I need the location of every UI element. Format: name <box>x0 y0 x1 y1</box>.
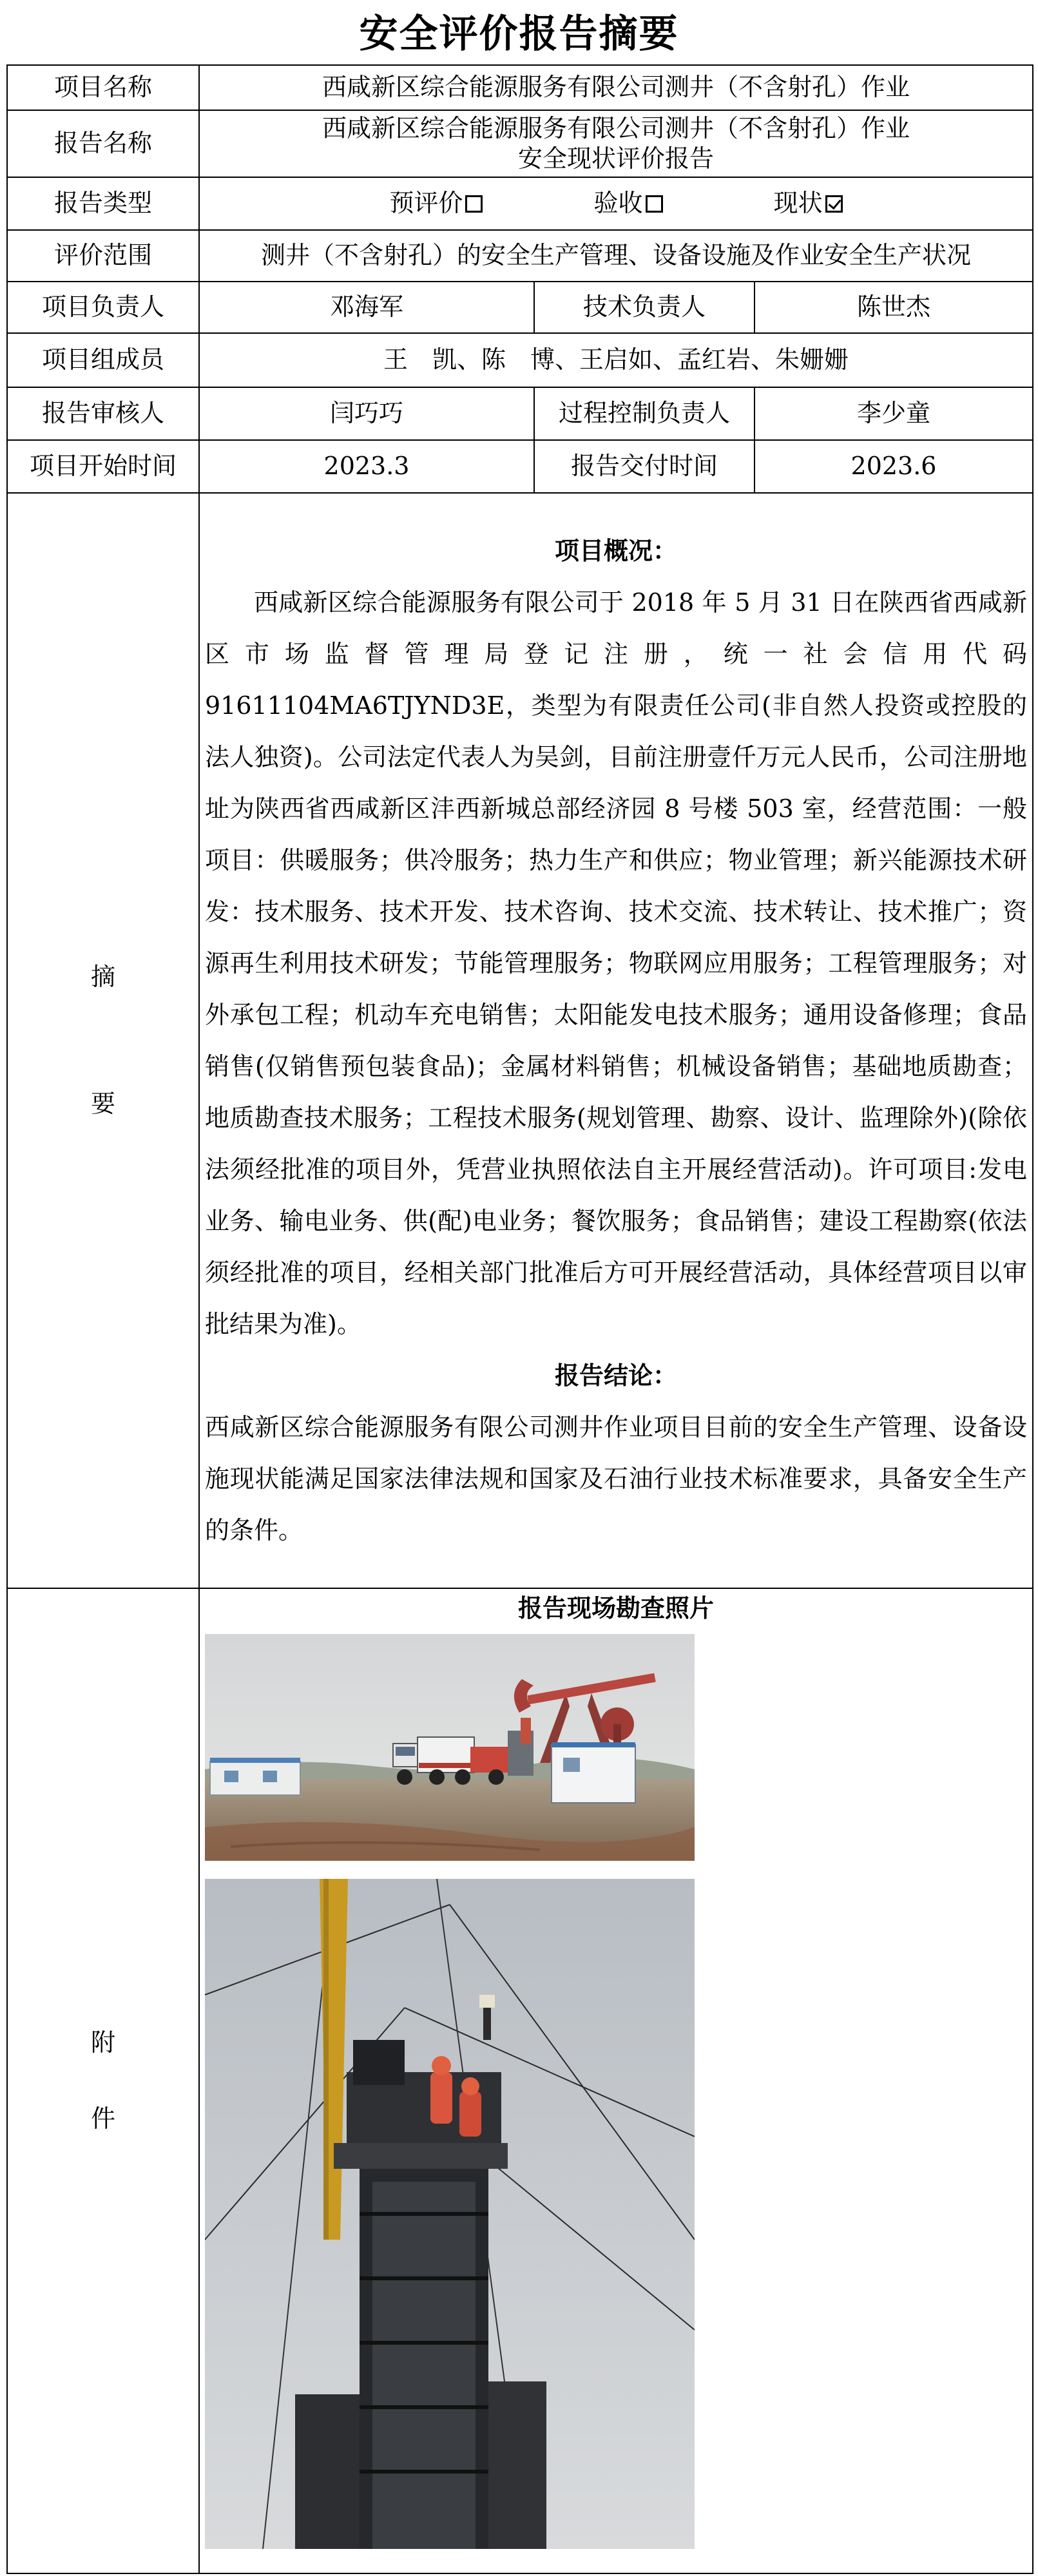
row-review <box>7 387 1033 440</box>
reviewer-label: 报告审核人 <box>7 387 199 440</box>
row-report-type <box>7 177 1033 230</box>
process-control-label: 过程控制负责人 <box>534 387 754 440</box>
project-name-label: 项目名称 <box>7 65 199 110</box>
document-title: 安全评价报告摘要 <box>359 11 679 57</box>
report-type-options <box>199 177 1033 230</box>
attachment-side-label <box>7 1588 199 2573</box>
option-pre-evaluation <box>389 188 483 219</box>
summary-side-gap <box>13 992 193 1089</box>
summary-side-char-2: 要 <box>90 1090 115 1118</box>
row-summary <box>7 493 1033 1588</box>
conclusion-text: 西咸新区综合能源服务有限公司测井作业项目目前的安全生产管理、设备设施现状能满足国家法律法规和国家及石油行业技术标准要求，具备安全生产的条件。 <box>205 1413 1028 1544</box>
site-photo-logging-mast <box>205 1879 695 2549</box>
delivery-time-value: 2023.6 <box>754 440 1033 493</box>
option-acceptance-label: 验收 <box>593 189 643 218</box>
project-leader-value: 邓海军 <box>199 282 534 333</box>
tech-leader-value: 陈世杰 <box>754 282 1033 333</box>
scope-value: 测井（不含射孔）的安全生产管理、设备设施及作业安全生产状况 <box>199 230 1033 282</box>
summary-table <box>6 64 1033 2574</box>
members-value: 王 凯、陈 博、王启如、孟红岩、朱姗姗 <box>199 333 1033 387</box>
attachment-content <box>199 1588 1033 2573</box>
summary-content <box>199 493 1033 1588</box>
report-name-value <box>199 110 1033 177</box>
scope-label: 评价范围 <box>7 230 199 282</box>
tech-leader-label: 技术负责人 <box>534 282 754 333</box>
option-current-status-label: 现状 <box>773 189 823 218</box>
option-current-status <box>774 188 843 219</box>
row-scope <box>7 230 1033 282</box>
members-label: 项目组成员 <box>7 333 199 387</box>
project-name-value: 西咸新区综合能源服务有限公司测井（不含射孔）作业 <box>199 65 1033 110</box>
delivery-time-label: 报告交付时间 <box>534 440 754 493</box>
option-pre-evaluation-label: 预评价 <box>389 189 463 218</box>
overview-text: 西咸新区综合能源服务有限公司于 2018 年 5 月 31 日在陕西省西咸新区市场监督管理局登记注册，统一社会信用代码 91611104MA6TJYND3E，类型为有限责任公司(非自然人投资或控股的法人独资)。公司法定代表人为吴剑，目前注册壹仟万元人民币，公司注册地址为陕西省西咸新区沣西新城总部经济园 8 号楼 503 室，经营范围：一般项目：供暖服务；供冷服务；热力生产和供应；物业管理；新兴能源技术研发：技术服务、技术开发、技术咨询、技术交流、技术转让、技术推广；资源再生利用技术研发；节能管理服务；物联网应用服务；工程管理服务；对外承包工程；机动车充电销售；太阳能发电技术服务；通用设备修理；食品销售(仅销售预包装食品)；金属材料销售；机械设备销售；基础地质勘查；地质勘查技术服务；工程技术服务(规划管理、勘察、设计、监理除外)(除依法须经批准的项目外，凭营业执照依法自主开展经营活动)。许可项目:发电业务、输电业务、供(配)电业务；餐饮服务；食品销售；建设工程勘察(依法须经批准的项目，经相关部门批准后方可开展经营活动，具体经营项目以审批结果为准)。 <box>205 588 1028 1338</box>
site-photo-pumpjack <box>205 1634 695 1861</box>
photos-heading: 报告现场勘查照片 <box>518 1593 715 1622</box>
conclusion-heading: 报告结论： <box>555 1361 678 1390</box>
start-time-label: 项目开始时间 <box>7 440 199 493</box>
row-leaders <box>7 282 1033 333</box>
reviewer-value: 闫巧巧 <box>199 387 534 440</box>
summary-side-label <box>7 493 199 1588</box>
report-name-label: 报告名称 <box>7 110 199 177</box>
report-type-label: 报告类型 <box>7 177 199 230</box>
report-name-line-2: 安全现状评价报告 <box>518 144 715 173</box>
attachment-side-gap <box>13 2059 193 2104</box>
row-time <box>7 440 1033 493</box>
attachment-side-char-1: 附 <box>90 2028 115 2057</box>
row-members <box>7 333 1033 387</box>
project-leader-label: 项目负责人 <box>7 282 199 333</box>
checkbox-pre-evaluation[interactable] <box>465 195 483 213</box>
summary-side-char-1: 摘 <box>90 962 115 991</box>
report-name-line-1: 西咸新区综合能源服务有限公司测井（不含射孔）作业 <box>322 113 910 142</box>
process-control-value: 李少童 <box>754 387 1033 440</box>
checkbox-current-status[interactable] <box>825 195 843 213</box>
row-project-name <box>7 65 1033 110</box>
row-attachment <box>7 1588 1033 2573</box>
option-acceptance <box>594 188 663 219</box>
attachment-side-char-2: 件 <box>90 2104 115 2133</box>
overview-heading: 项目概况： <box>555 536 678 565</box>
checkbox-acceptance[interactable] <box>646 195 663 213</box>
start-time-value: 2023.3 <box>199 440 534 493</box>
row-report-name <box>7 110 1033 177</box>
